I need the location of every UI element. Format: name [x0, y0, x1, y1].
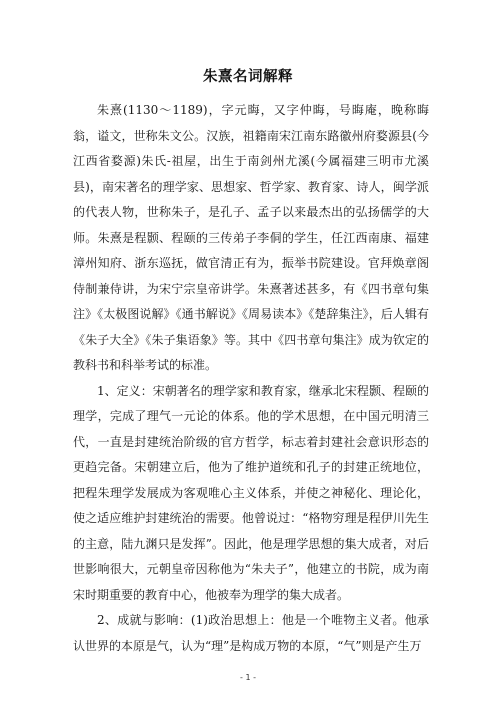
- document-title: 朱熹名词解释: [203, 69, 293, 85]
- document-body: [73, 98, 429, 659]
- paragraph-achievements: 2、成就与影响：(1)政治思想上：他是一个唯物主义者。他承认世界的本原是气，认为“理”是构成万物的本原，“气”则是产生万: [73, 613, 429, 653]
- page-number: - 1 -: [240, 673, 256, 682]
- paragraph-definition: 1、定义：宋朝著名的理学家和教育家，继承北宋程颢、程颐的理学，完成了理气一元论的体系。他的学术思想，在中国元明清三代，一直是封建统治阶级的官方哲学，标志着封建社会意识形态的更趋完备。宋朝建立后，他为了维护道统和孔子的封建正统地位，把程朱理学发展成为客观唯心主义体系，并使之神秘化、理论化，使之适应维护封建统治的需要。他曾说过：“格物穷理是程伊川先生的主意，陆九渊只是发挥”。因此，他是理学思想的集大成者，对后世影响很大，元朝皇帝因称他为“朱夫子”，他建立的书院，成为南宋时期重要的教育中心，他被奉为理学的集大成者。: [73, 383, 429, 602]
- paragraph-intro: 朱熹(1130～1189)，字元晦，又字仲晦，号晦庵，晚称晦翁，谥文，世称朱文公。汉族，祖籍南宋江南东路徽州府婺源县(今江西省婺源)朱氏-祖屋，出生于南剑州尤溪(今属福建三明市尤溪县)，南宋著名的理学家、思想家、哲学家、教育家、诗人，闽学派的代表人物，世称朱子，是孔子、孟子以来最杰出的弘扬儒学的大师。朱熹是程颢、程颐的三传弟子李侗的学生，任江西南康、福建漳州知府、浙东巡抚，做官清正有为，振举书院建设。官拜焕章阁侍制兼侍讲，为宋宁宗皇帝讲学。朱熹著述甚多，有《四书章句集注》《太极图说解》《通书解说》《周易读本》《楚辞集注》，后人辑有《朱子大全》《朱子集语象》等。其中《四书章句集注》成为钦定的教科书和科举考试的标准。: [73, 103, 429, 372]
